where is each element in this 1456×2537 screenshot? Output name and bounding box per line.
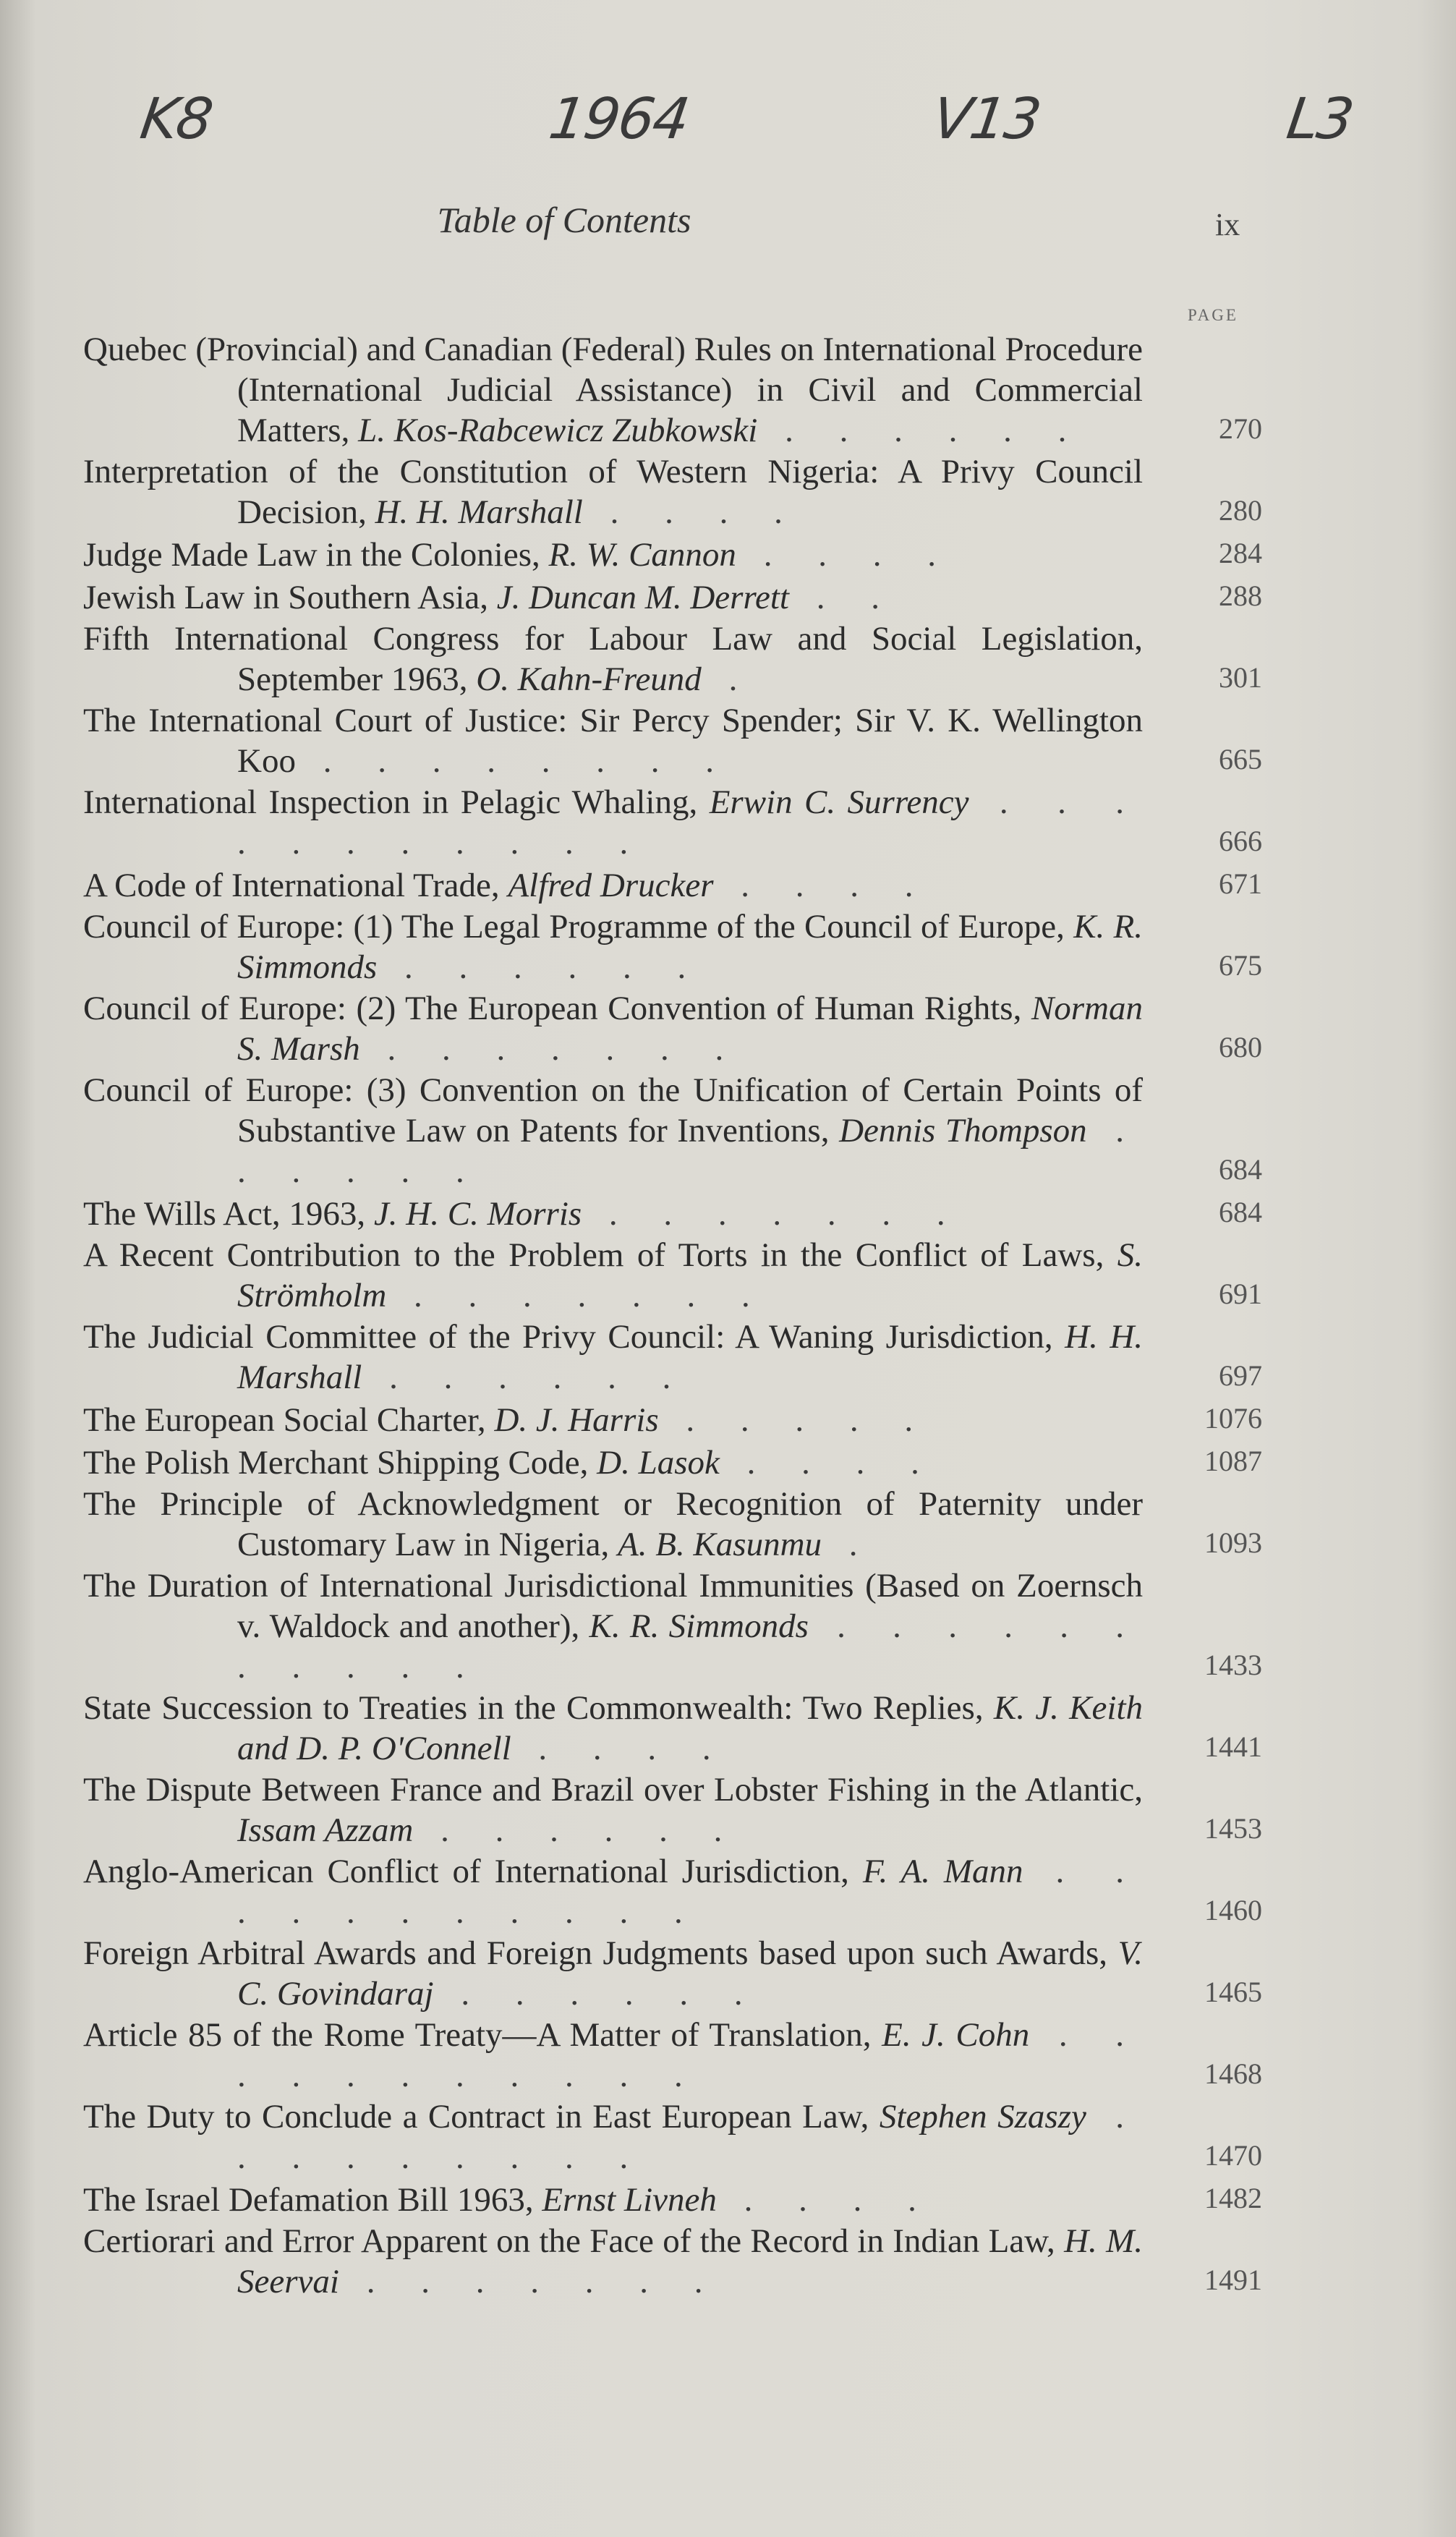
toc-entry-text [83, 865, 1143, 906]
toc-entry-title: The Wills Act, 1963, [83, 1195, 366, 1233]
toc-entry-author: Stephen Szaszy [879, 2098, 1086, 2136]
toc-entry-title: State Succession to Treaties in the Commonwealth: Two Replies, [83, 1689, 984, 1727]
toc-entry-title: Article 85 of the Rome Treaty—A Matter of Translation, [83, 2016, 872, 2054]
toc-entry-author: K. R. Simmonds [589, 1607, 809, 1645]
dot-leader: . . . . . . . . [295, 742, 733, 780]
dot-leader: . . . . . . . [359, 1030, 743, 1068]
page-column-label: PAGE [1188, 306, 1238, 324]
handwritten-note: V13 [928, 87, 1044, 152]
toc-entry [83, 1441, 1262, 1483]
toc-entry-text [83, 1688, 1143, 1769]
dot-leader: . . . . [716, 2181, 935, 2219]
toc-entry-author: D. Lasok [597, 1444, 720, 1482]
toc-entry-text [83, 782, 1143, 863]
toc-entry-text [83, 619, 1143, 700]
toc-entry-title: Council of Europe: (3) Convention on the Unification of Certain Points of Substantive Law on Patents for Inventions, [83, 1071, 1143, 1149]
toc-entry-text [83, 329, 1143, 451]
toc-entry-title: The European Social Charter, [83, 1401, 486, 1439]
toc-entry-author: K. J. Keith and D. P. O'Connell [237, 1689, 1144, 1767]
toc-entry-title: Fifth International Congress for Labour Law and Social Legislation, September 1963, [83, 620, 1143, 698]
toc-entry-author: Alfred Drucker [508, 867, 714, 904]
toc-entry [83, 576, 1262, 618]
toc-entry-text [83, 451, 1143, 532]
toc-entry-author: V. C. Govindaraj [237, 1934, 1143, 2013]
toc-entry-page: 1087 [1204, 1445, 1262, 1477]
toc-entry [83, 988, 1262, 1069]
toc-entry-page: 1482 [1204, 2182, 1262, 2214]
toc-entry-author: Ernst Livneh [542, 2181, 717, 2219]
dot-leader: . . . . [719, 1444, 938, 1482]
page-number: ix [1215, 207, 1240, 242]
toc-entry [83, 1565, 1262, 1687]
toc-entry-author: S. Strömholm [237, 1236, 1143, 1314]
toc-entry-page: 1468 [1204, 2057, 1262, 2090]
toc-entry [83, 2096, 1262, 2177]
toc-entry [83, 1235, 1262, 1316]
toc-entry [83, 906, 1262, 987]
toc-entry-author: Dennis Thompson [839, 1112, 1087, 1149]
dot-leader: . [701, 660, 757, 698]
toc-entry-author: O. Kahn-Freund [476, 660, 702, 698]
dot-leader: . . [788, 579, 898, 616]
dot-leader: . . . . . . . . . . . [237, 1853, 1143, 1931]
dot-leader: . . . . . . [377, 948, 705, 986]
toc-entry-page: 284 [1219, 537, 1262, 569]
toc-entry-text [83, 535, 1143, 575]
dot-leader: . . . . [582, 493, 801, 531]
toc-entry-text [83, 1442, 1143, 1483]
toc-entry [83, 2178, 1262, 2220]
dot-leader: . . . . . . [433, 1975, 762, 2013]
dot-leader: . . . . [713, 867, 932, 904]
toc-entry-author: F. A. Mann [862, 1853, 1023, 1890]
toc-entry [83, 1484, 1262, 1565]
toc-entry-author: J. H. C. Morris [373, 1195, 582, 1233]
toc-entry-page: 680 [1219, 1031, 1262, 1063]
toc-entry-page: 671 [1219, 867, 1262, 900]
toc-entry-text [83, 1317, 1143, 1398]
dot-leader: . . . . . [658, 1401, 932, 1439]
toc-entry [83, 1851, 1262, 1932]
toc-entry [83, 451, 1262, 532]
dot-leader: . . . . . . [413, 1811, 741, 1849]
toc-entry [83, 533, 1262, 575]
toc-entry [83, 329, 1262, 451]
toc-entry-title: The Judicial Committee of the Privy Council: A Waning Jurisdiction, [83, 1318, 1053, 1356]
toc-entry-page: 288 [1219, 579, 1262, 612]
toc-entry-page: 280 [1219, 494, 1262, 527]
toc-entry [83, 1398, 1262, 1440]
toc-entry-page: 1433 [1204, 1649, 1262, 1681]
running-title: Table of Contents [437, 200, 691, 240]
toc-entry-text [83, 906, 1143, 987]
dot-leader: . . . . . . . [386, 1277, 769, 1314]
toc-entry-page: 1441 [1204, 1730, 1262, 1763]
toc-entry-author: H. H. Marshall [237, 1318, 1144, 1396]
toc-entry-page: 1465 [1204, 1976, 1262, 2008]
toc-entry [83, 782, 1262, 863]
toc-entry-page: 1470 [1204, 2139, 1262, 2172]
toc-entry-text [83, 1484, 1143, 1565]
toc-entry [83, 864, 1262, 906]
toc-entry-page: 697 [1219, 1359, 1262, 1392]
toc-entry-text [83, 700, 1143, 781]
toc-entry-page: 1491 [1204, 2264, 1262, 2296]
toc-entry-author: H. H. Marshall [375, 493, 583, 531]
toc-entry-author: Norman S. Marsh [237, 990, 1143, 1068]
toc-entry-text [83, 577, 1143, 618]
toc-entry-text [83, 1070, 1143, 1191]
toc-entry-text [83, 1235, 1143, 1316]
toc-entry-author: L. Kos-Rabcewicz Zubkowski [358, 412, 758, 449]
toc-entry-title: Interpretation of the Constitution of Western Nigeria: A Privy Council Decision, [83, 453, 1143, 531]
toc-entry-title: International Inspection in Pelagic Whaling, [83, 783, 698, 821]
toc-entry-author: K. R. Simmonds [237, 908, 1144, 986]
toc-entry-page: 665 [1219, 743, 1262, 775]
table-of-contents [83, 329, 1262, 2303]
dot-leader: . . . . . . . . . [237, 2098, 1144, 2176]
dot-leader: . . . . . . . . . . . [237, 1607, 1144, 1686]
toc-entry-title: The International Court of Justice: Sir Percy Spender; Sir V. K. Wellington Koo [83, 702, 1143, 780]
handwritten-note: K8 [136, 87, 216, 152]
toc-entry-text [83, 1400, 1143, 1440]
dot-leader: . . . . . . [362, 1359, 690, 1396]
toc-entry-page: 1076 [1204, 1402, 1262, 1435]
toc-entry-page: 691 [1219, 1278, 1262, 1310]
dot-leader: . . . . [736, 536, 955, 574]
toc-entry [83, 2221, 1262, 2302]
dot-leader: . . . . . . [757, 412, 1086, 449]
toc-entry-author: E. J. Cohn [882, 2016, 1030, 2054]
toc-entry-author: A. B. Kasunmu [618, 1526, 822, 1563]
toc-entry-title: Foreign Arbitral Awards and Foreign Judgments based upon such Awards, [83, 1934, 1108, 1972]
toc-entry-title: Judge Made Law in the Colonies, [83, 536, 540, 574]
toc-entry [83, 1317, 1262, 1398]
toc-entry-title: The Polish Merchant Shipping Code, [83, 1444, 589, 1482]
dot-leader: . [822, 1526, 877, 1563]
toc-entry-text [83, 988, 1143, 1069]
toc-entry-text [83, 1194, 1143, 1234]
toc-entry-page: 1460 [1204, 1894, 1262, 1926]
toc-entry-text [83, 1851, 1143, 1932]
toc-entry [83, 2015, 1262, 2096]
toc-entry-title: Certiorari and Error Apparent on the Face of the Record in Indian Law, [83, 2222, 1055, 2260]
toc-entry-title: The Principle of Acknowledgment or Recognition of Paternity under Customary Law in Nigeria, [83, 1485, 1143, 1563]
toc-entry-author: Issam Azzam [237, 1811, 414, 1849]
toc-entry-author: D. J. Harris [494, 1401, 659, 1439]
toc-entry-page: 684 [1219, 1153, 1262, 1186]
toc-entry-text [83, 2096, 1143, 2177]
toc-entry-text [83, 1565, 1143, 1687]
toc-entry-page: 301 [1219, 661, 1262, 694]
toc-entry-title: Jewish Law in Southern Asia, [83, 579, 489, 616]
toc-entry-title: The Israel Defamation Bill 1963, [83, 2181, 534, 2219]
toc-entry-page: 1453 [1204, 1812, 1262, 1845]
toc-entry-text [83, 2180, 1143, 2220]
toc-entry-author: H. M. Seervai [237, 2222, 1143, 2300]
handwritten-note: L3 [1282, 87, 1357, 152]
toc-entry-title: Anglo-American Conflict of International Jurisdiction, [83, 1853, 849, 1890]
toc-entry-title: Quebec (Provincial) and Canadian (Federal) Rules on International Procedure (International Judicial Assistance) in Civil and Commercial Matters, [83, 331, 1143, 449]
dot-leader: . . . . . . . . . . . [237, 783, 1143, 862]
toc-entry [83, 1070, 1262, 1191]
toc-entry-page: 666 [1219, 825, 1262, 857]
handwritten-note: 1964 [545, 87, 692, 152]
toc-entry-text [83, 2221, 1143, 2302]
toc-entry-page: 270 [1219, 412, 1262, 445]
toc-entry-title: Council of Europe: (2) The European Convention of Human Rights, [83, 990, 1022, 1027]
toc-entry [83, 1933, 1262, 2014]
toc-entry-text [83, 1933, 1143, 2014]
toc-entry-page: 684 [1219, 1196, 1262, 1228]
dot-leader: . . . . . . . [582, 1195, 964, 1233]
toc-entry-title: The Dispute Between France and Brazil over Lobster Fishing in the Atlantic, [83, 1771, 1143, 1809]
toc-entry [83, 1192, 1262, 1234]
toc-entry-title: The Duration of International Jurisdictional Immunities (Based on Zoernsch v. Waldock and another), [83, 1567, 1143, 1645]
toc-entry [83, 619, 1262, 700]
toc-entry-title: A Code of International Trade, [83, 867, 500, 904]
toc-entry-page: 675 [1219, 949, 1262, 982]
toc-entry-text [83, 1769, 1143, 1850]
dot-leader: . . . . [511, 1730, 730, 1767]
toc-entry-title: The Duty to Conclude a Contract in East European Law, [83, 2098, 869, 2136]
toc-entry-author: R. W. Cannon [548, 536, 736, 574]
toc-entry [83, 1688, 1262, 1769]
toc-entry-author: Erwin C. Surrency [709, 783, 969, 821]
toc-entry-text [83, 2015, 1143, 2096]
toc-entry [83, 1769, 1262, 1850]
dot-leader: . . . . . . . . . . . [237, 2016, 1144, 2094]
toc-entry [83, 700, 1262, 781]
toc-entry-title: A Recent Contribution to the Problem of Torts in the Conflict of Laws, [83, 1236, 1104, 1274]
toc-entry-author: J. Duncan M. Derrett [496, 579, 789, 616]
dot-leader: . . . . . . . [339, 2263, 722, 2300]
toc-entry-title: Council of Europe: (1) The Legal Programme of the Council of Europe, [83, 908, 1065, 945]
dot-leader: . . . . . . [237, 1112, 1144, 1190]
toc-entry-page: 1093 [1204, 1526, 1262, 1559]
